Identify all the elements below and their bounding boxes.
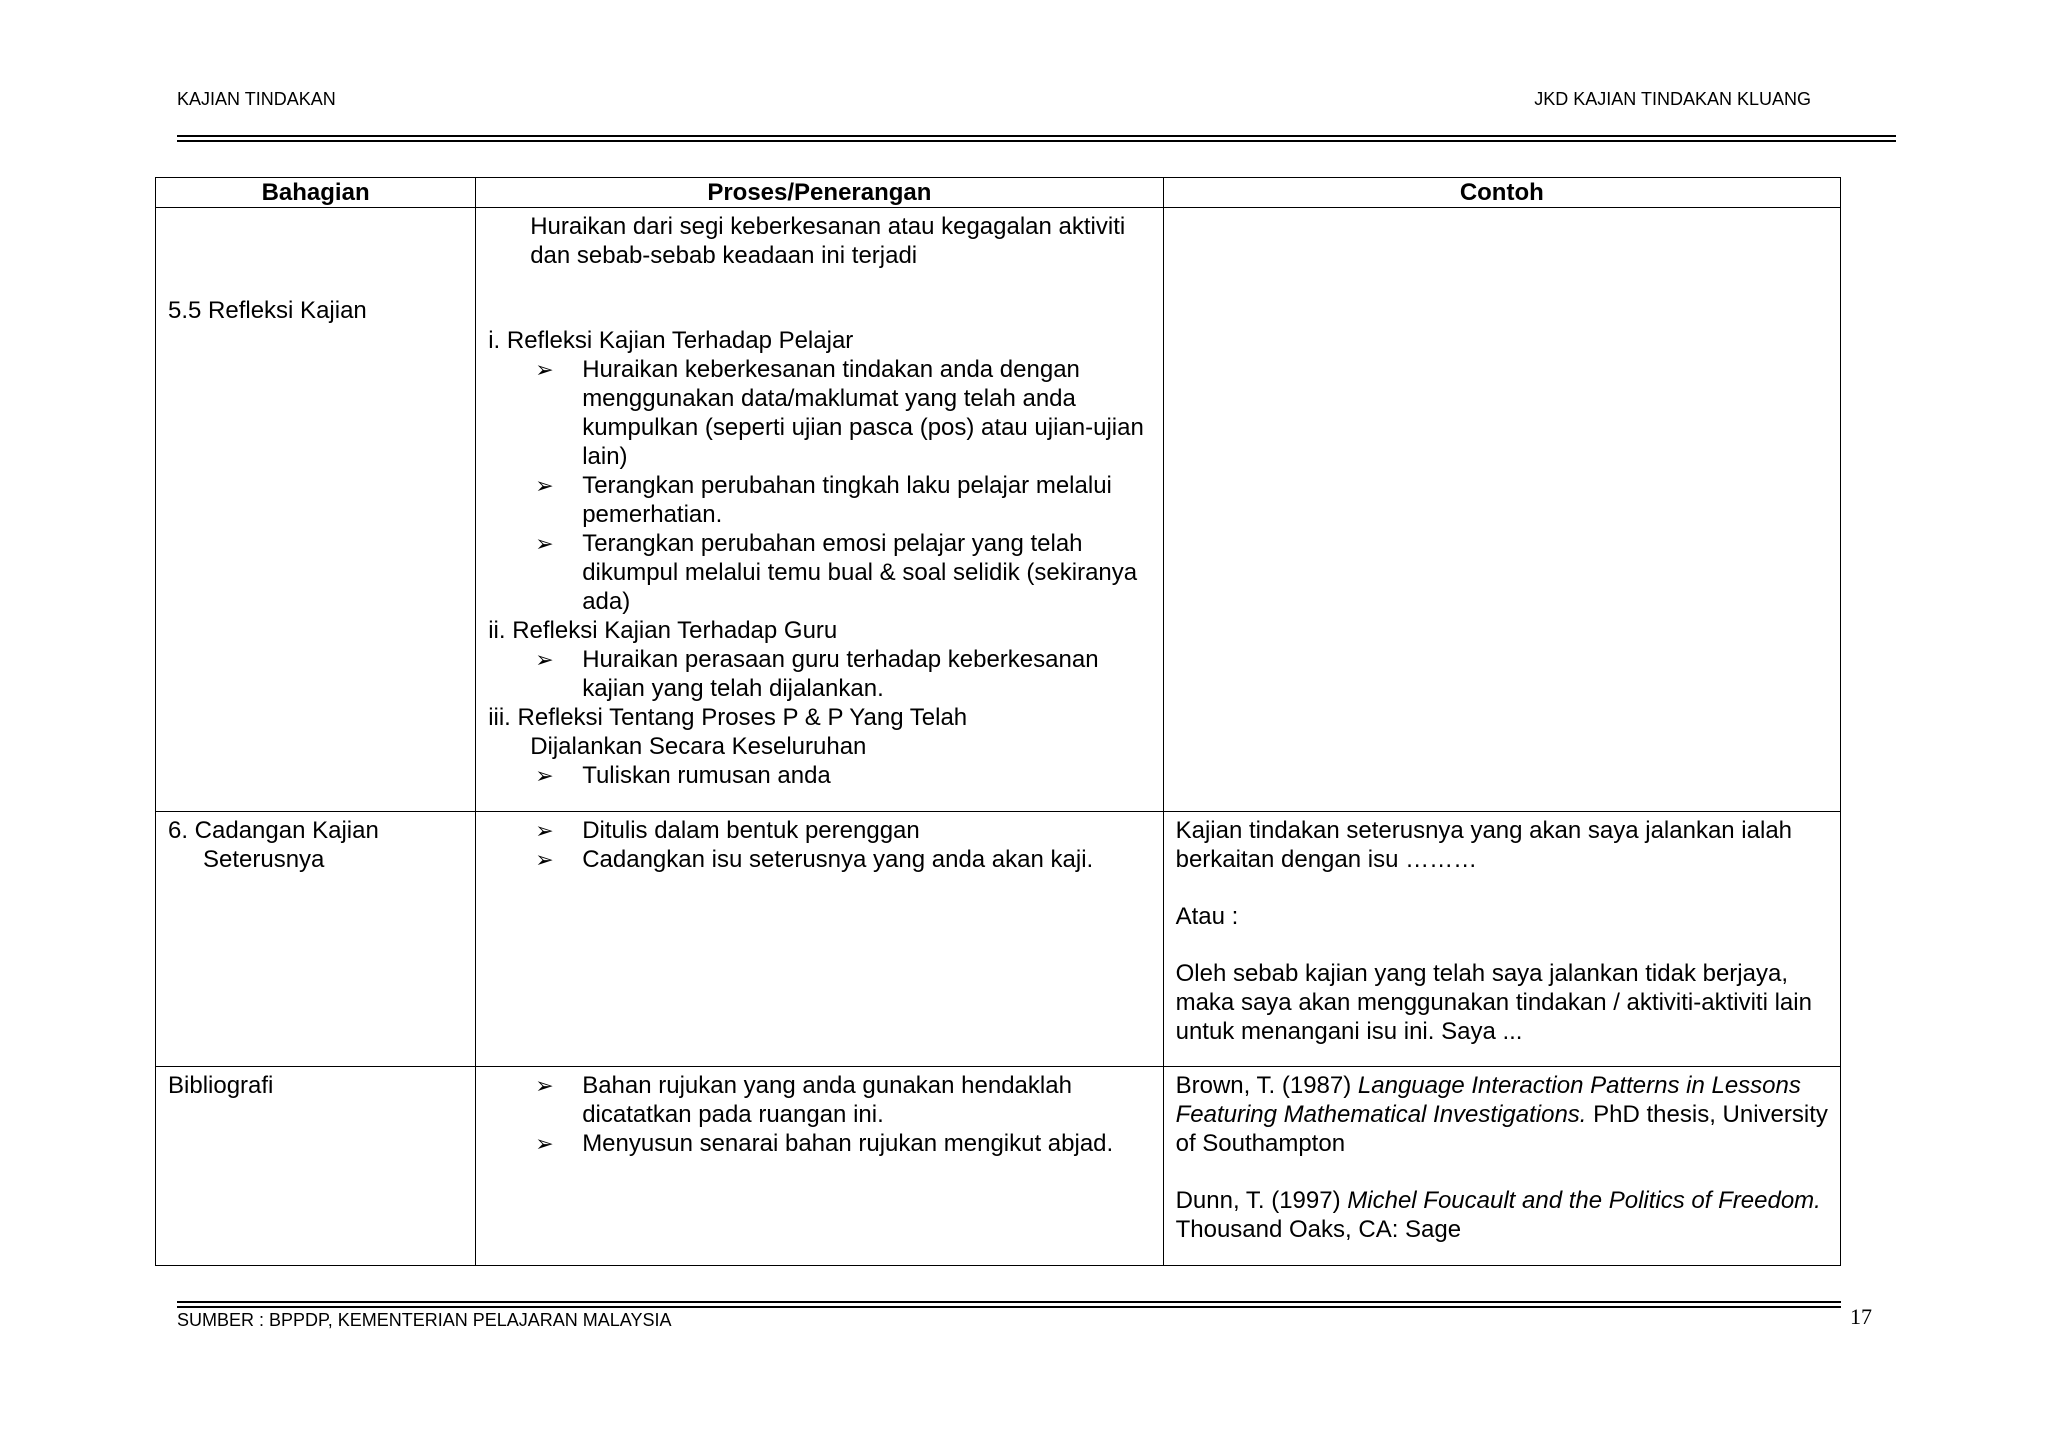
list-item: ➢ Terangkan perubahan tingkah laku pelajar melalui pemerhatian. [535,472,1112,528]
list-item: ➢ Huraikan keberkesanan tindakan anda dengan menggunakan data/maklumat yang telah anda kumpulkan (seperti ujian pasca (pos) atau ujian-ujian lain) [535,356,1144,470]
example-paragraph: Kajian tindakan seterusnya yang akan saya jalankan ialah berkaitan dengan isu ……… [1175,817,1793,873]
footer-source: SUMBER : BPPDP, KEMENTERIAN PELAJARAN MALAYSIA [177,1310,672,1330]
section-label-cadangan-cont: Seterusnya [203,846,325,873]
reference-publisher: PhD thesis, University of Southampton [1175,1101,1828,1157]
header-title-right: JKD KAJIAN TINDAKAN KLUANG [1534,89,1811,109]
reference-entry [1176,1071,1828,1158]
reference-title: Language Interaction Patterns in Lessons Featuring Mathematical Investigations. [1175,1072,1801,1128]
list-item: ➢ Menyusun senarai bahan rujukan mengikut abjad. [535,1130,1114,1157]
arrowhead-bullet-icon: ➢ [535,1131,554,1156]
list-item: ➢ Terangkan perubahan emosi pelajar yang telah dikumpul melalui temu bual & soal selidik (sekiranya ada) [535,530,1138,615]
table-row-cadangan [156,812,1841,1067]
header-rule-top [177,135,1896,137]
bibliografi-list [488,1071,1150,1158]
table-header-row [156,178,1841,208]
arrowhead-bullet-icon: ➢ [535,357,554,382]
arrowhead-bullet-icon: ➢ [535,647,554,672]
section-label-cadangan: 6. Cadangan Kajian [168,817,379,844]
arrowhead-bullet-icon: ➢ [535,1073,554,1098]
subsection-i-list [488,355,1150,616]
example-paragraph: Oleh sebab kajian yang telah saya jalankan tidak berjaya, maka saya akan menggunakan tindakan / aktiviti-aktiviti lain untuk menangani isu ini. Saya ... [1175,960,1812,1045]
arrowhead-bullet-icon: ➢ [535,473,554,498]
cadangan-list [488,816,1150,874]
column-header-proses: Proses/Penerangan [476,178,1163,208]
example-paragraph: Atau : [1175,903,1239,930]
subsection-i-title: i. Refleksi Kajian Terhadap Pelajar [488,327,854,354]
subsection-ii-title: ii. Refleksi Kajian Terhadap Guru [488,617,838,644]
subsection-iii-list [488,761,1150,790]
list-item: ➢ Ditulis dalam bentuk perenggan [535,817,920,844]
cell-proses-refleksi [476,208,1163,812]
reflection-table [155,177,1841,1266]
arrowhead-bullet-icon: ➢ [535,847,554,872]
arrowhead-bullet-icon: ➢ [535,531,554,556]
cell-proses-cadangan [476,812,1163,1067]
cell-bahagian-refleksi [156,208,476,812]
list-item: ➢ Cadangkan isu seterusnya yang anda akan kaji. [535,846,1094,873]
column-header-contoh: Contoh [1163,178,1840,208]
footer-rule-top [177,1301,1841,1303]
intro-text: Huraikan dari segi keberkesanan atau kegagalan aktiviti dan sebab-sebab keadaan ini terjadi [530,213,1126,269]
reference-entry [1176,1186,1828,1244]
arrowhead-bullet-icon: ➢ [535,818,554,843]
page-number: 17 [1850,1304,1872,1329]
table-row-bibliografi [156,1067,1841,1266]
list-item: ➢ Bahan rujukan yang anda gunakan hendaklah dicatatkan pada ruangan ini. [535,1072,1072,1128]
subsection-iii-title: iii. Refleksi Tentang Proses P & P Yang Telah [488,704,968,731]
cell-bahagian-cadangan [156,812,476,1067]
cell-bahagian-bibliografi [156,1067,476,1266]
cell-contoh-cadangan [1163,812,1840,1067]
reference-author: Dunn, T. (1997) [1175,1187,1341,1214]
reference-author: Brown, T. (1987) [1175,1072,1352,1099]
table-row-refleksi [156,208,1841,812]
subsection-iii-title-cont: Dijalankan Secara Keseluruhan [530,733,867,760]
header-rule-bottom [177,140,1896,142]
column-header-bahagian: Bahagian [156,178,476,208]
section-label-refleksi: 5.5 Refleksi Kajian [168,297,367,324]
reference-title: Michel Foucault and the Politics of Freedom. [1347,1187,1821,1214]
arrowhead-bullet-icon: ➢ [535,763,554,788]
footer-rule-bottom [177,1306,1841,1308]
header-title-left: KAJIAN TINDAKAN [177,89,336,109]
reference-publisher: Thousand Oaks, CA: Sage [1175,1216,1462,1243]
cell-contoh-refleksi [1163,208,1840,812]
list-item: ➢ Tuliskan rumusan anda [535,762,831,789]
cell-proses-bibliografi [476,1067,1163,1266]
list-item: ➢ Huraikan perasaan guru terhadap keberkesanan kajian yang telah dijalankan. [535,646,1099,702]
subsection-ii-list [488,645,1150,703]
section-label-bibliografi: Bibliografi [168,1072,274,1099]
cell-contoh-bibliografi [1163,1067,1840,1266]
